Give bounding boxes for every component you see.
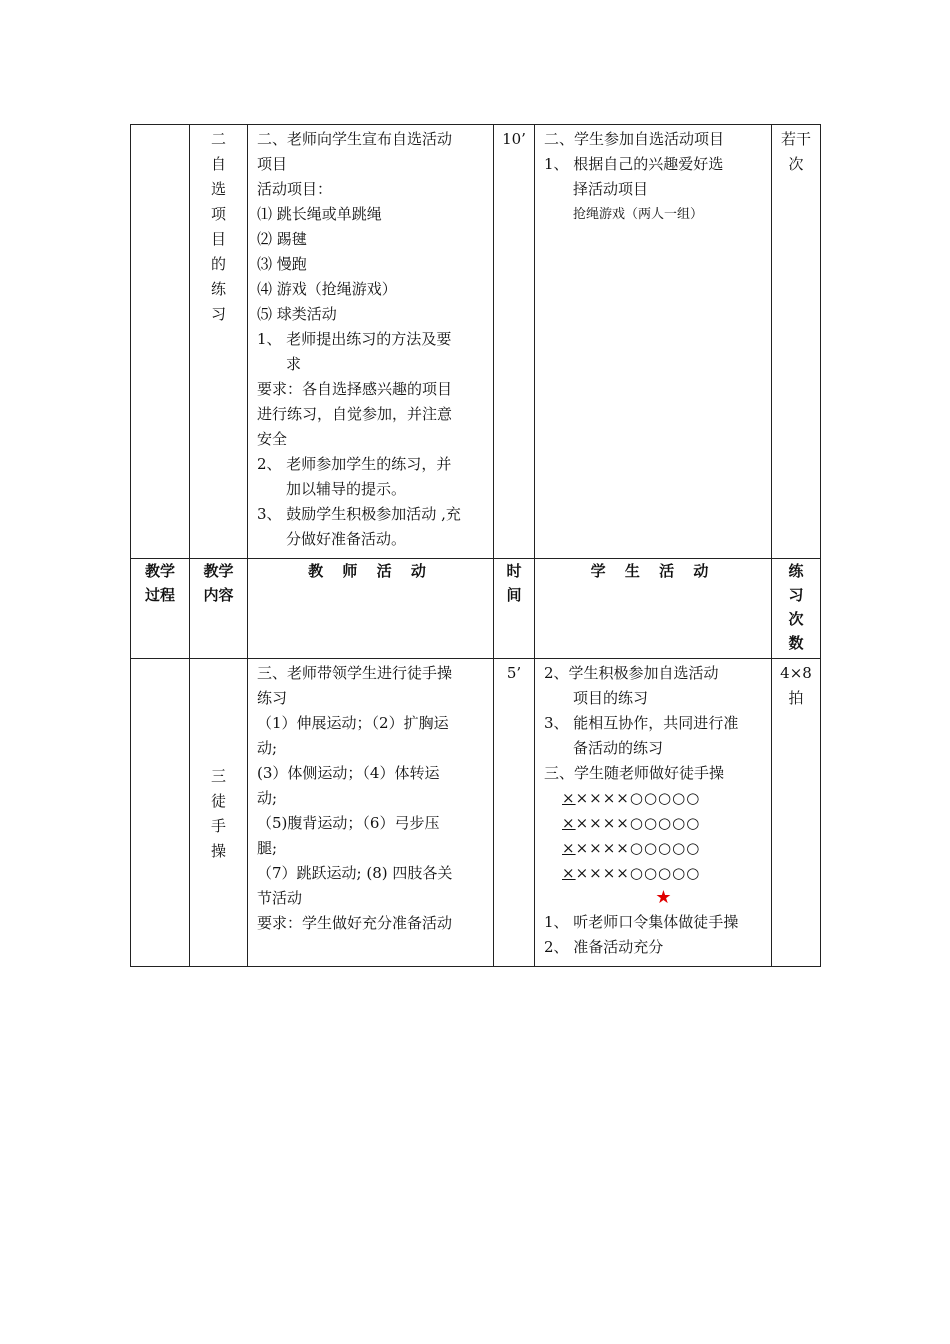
header-content — [190, 559, 248, 659]
reps-value: 次 — [788, 155, 804, 173]
content-vertical-text — [190, 762, 247, 864]
student-line: 2、学生积极参加自选活动 — [544, 664, 719, 682]
formation-lead: × — [562, 839, 576, 857]
reps-value: 4×8 — [780, 664, 812, 682]
student-line: 择活动项目 — [573, 180, 649, 198]
exercise-line: 腿; — [257, 839, 278, 857]
student-line: 3、 能相互协作，共同进行准 — [544, 714, 739, 732]
exercise-line: 动; — [257, 739, 278, 757]
content-char: 操 — [210, 841, 226, 860]
teacher-line: 要求：学生做好充分准备活动 — [257, 914, 453, 932]
header-reps — [772, 559, 821, 659]
reps-value: 拍 — [788, 689, 804, 707]
time-value: 5’ — [506, 664, 522, 682]
header-student: 学 生 活 动 — [535, 559, 772, 659]
teacher-line: 练习 — [257, 689, 288, 707]
student-note: 抢绳游戏（两人一组） — [573, 207, 704, 222]
content-char: 目 — [210, 230, 226, 248]
header-teacher: 教 师 活 动 — [248, 559, 494, 659]
activity-item: ⑸ 球类活动 — [257, 305, 337, 323]
header-process — [131, 559, 190, 659]
exercise-line: （7）跳跃运动; (8) 四肢各关 — [257, 864, 453, 882]
formation-rest: ××××○○○○○ — [575, 814, 701, 832]
exercise-line: (3）体侧运动；（4）体转运 — [257, 764, 440, 782]
header-text: 练 — [788, 562, 804, 580]
exercise-line: 动; — [257, 789, 278, 807]
teacher-line: 求 — [286, 355, 302, 373]
formation-row — [544, 861, 763, 886]
content-char: 徒 — [210, 791, 226, 810]
reps-cell — [772, 125, 821, 559]
content-char: 习 — [210, 305, 226, 323]
teacher-line: 进行练习，自觉参加，并注意 — [257, 405, 453, 423]
teacher-line: 3、 鼓励学生积极参加活动 ,充 — [257, 505, 461, 523]
formation-rest: ××××○○○○○ — [575, 864, 701, 882]
time-cell — [494, 125, 535, 559]
header-text: 过程 — [144, 586, 175, 604]
teacher-line: 项目 — [257, 155, 288, 173]
teacher-line: 安全 — [257, 430, 288, 448]
teacher-line: 二、老师向学生宣布自选活动 — [257, 130, 453, 148]
teacher-activity-cell — [248, 659, 494, 967]
header-text: 习 — [788, 586, 804, 604]
content-char: 项 — [210, 205, 226, 223]
content-cell — [190, 125, 248, 559]
header-text: 教学 — [203, 562, 234, 580]
header-text: 内容 — [203, 586, 234, 604]
content-char: 练 — [210, 280, 226, 298]
content-char: 自 — [210, 155, 226, 173]
formation-rest: ××××○○○○○ — [575, 789, 701, 807]
teacher-star-icon: ★ — [655, 887, 672, 908]
header-text: 教学 — [144, 562, 175, 580]
teacher-line: 1、 老师提出练习的方法及要 — [257, 330, 452, 348]
content-char: 二 — [210, 130, 226, 148]
header-text: 次 — [788, 610, 804, 628]
header-time — [494, 559, 535, 659]
formation-lead: × — [562, 789, 576, 807]
formation-lead: × — [562, 814, 576, 832]
teacher-line: 要求：各自选择感兴趣的项目 — [257, 380, 453, 398]
content-char: 的 — [210, 255, 226, 273]
student-line: 备活动的练习 — [573, 739, 664, 757]
process-cell — [131, 659, 190, 967]
teacher-line: 加以辅导的提示。 — [286, 480, 407, 498]
student-line: 2、 准备活动充分 — [544, 938, 664, 956]
time-value: 10’ — [502, 130, 526, 148]
teacher-line: 分做好准备活动。 — [286, 530, 407, 548]
content-char: 三 — [210, 766, 226, 785]
reps-value: 若干 — [780, 130, 811, 148]
student-activity-cell — [535, 125, 772, 559]
exercise-line: 节活动 — [257, 889, 303, 907]
section-two-row — [131, 125, 821, 559]
teacher-line: 三、老师带领学生进行徒手操 — [257, 664, 453, 682]
exercise-line: （5)腹背运动；（6）弓步压 — [257, 814, 440, 832]
formation-lead: × — [562, 864, 576, 882]
student-line: 1、 根据自己的兴趣爱好选 — [544, 155, 724, 173]
content-vertical-text — [190, 125, 247, 327]
formation-row — [544, 786, 763, 811]
student-line: 二、学生参加自选活动项目 — [544, 130, 725, 148]
activity-item: ⑶ 慢跑 — [257, 255, 307, 273]
formation-row — [544, 811, 763, 836]
content-char: 选 — [210, 180, 226, 198]
time-cell — [494, 659, 535, 967]
content-cell — [190, 659, 248, 967]
formation-row — [544, 836, 763, 861]
content-char: 手 — [210, 816, 226, 835]
header-text: 数 — [788, 634, 804, 652]
exercise-line: （1）伸展运动；（2）扩胸运 — [257, 714, 449, 732]
teacher-line: 活动项目： — [257, 180, 333, 198]
student-line: 1、 听老师口令集体做徒手操 — [544, 913, 739, 931]
student-line: 三、学生随老师做好徒手操 — [544, 764, 725, 782]
activity-item: ⑷ 游戏（抢绳游戏） — [257, 280, 397, 298]
lesson-plan-table — [130, 124, 821, 967]
reps-cell — [772, 659, 821, 967]
section-three-row — [131, 659, 821, 967]
activity-item: ⑵ 踢毽 — [257, 230, 307, 248]
student-activity-cell — [535, 659, 772, 967]
header-row — [131, 559, 821, 659]
process-cell — [131, 125, 190, 559]
header-text: 时 — [506, 562, 522, 580]
teacher-activity-cell — [248, 125, 494, 559]
formation-rest: ××××○○○○○ — [575, 839, 701, 857]
activity-item: ⑴ 跳长绳或单跳绳 — [257, 205, 382, 223]
teacher-line: 2、 老师参加学生的练习，并 — [257, 455, 452, 473]
header-text: 间 — [506, 586, 522, 604]
student-line: 项目的练习 — [573, 689, 649, 707]
